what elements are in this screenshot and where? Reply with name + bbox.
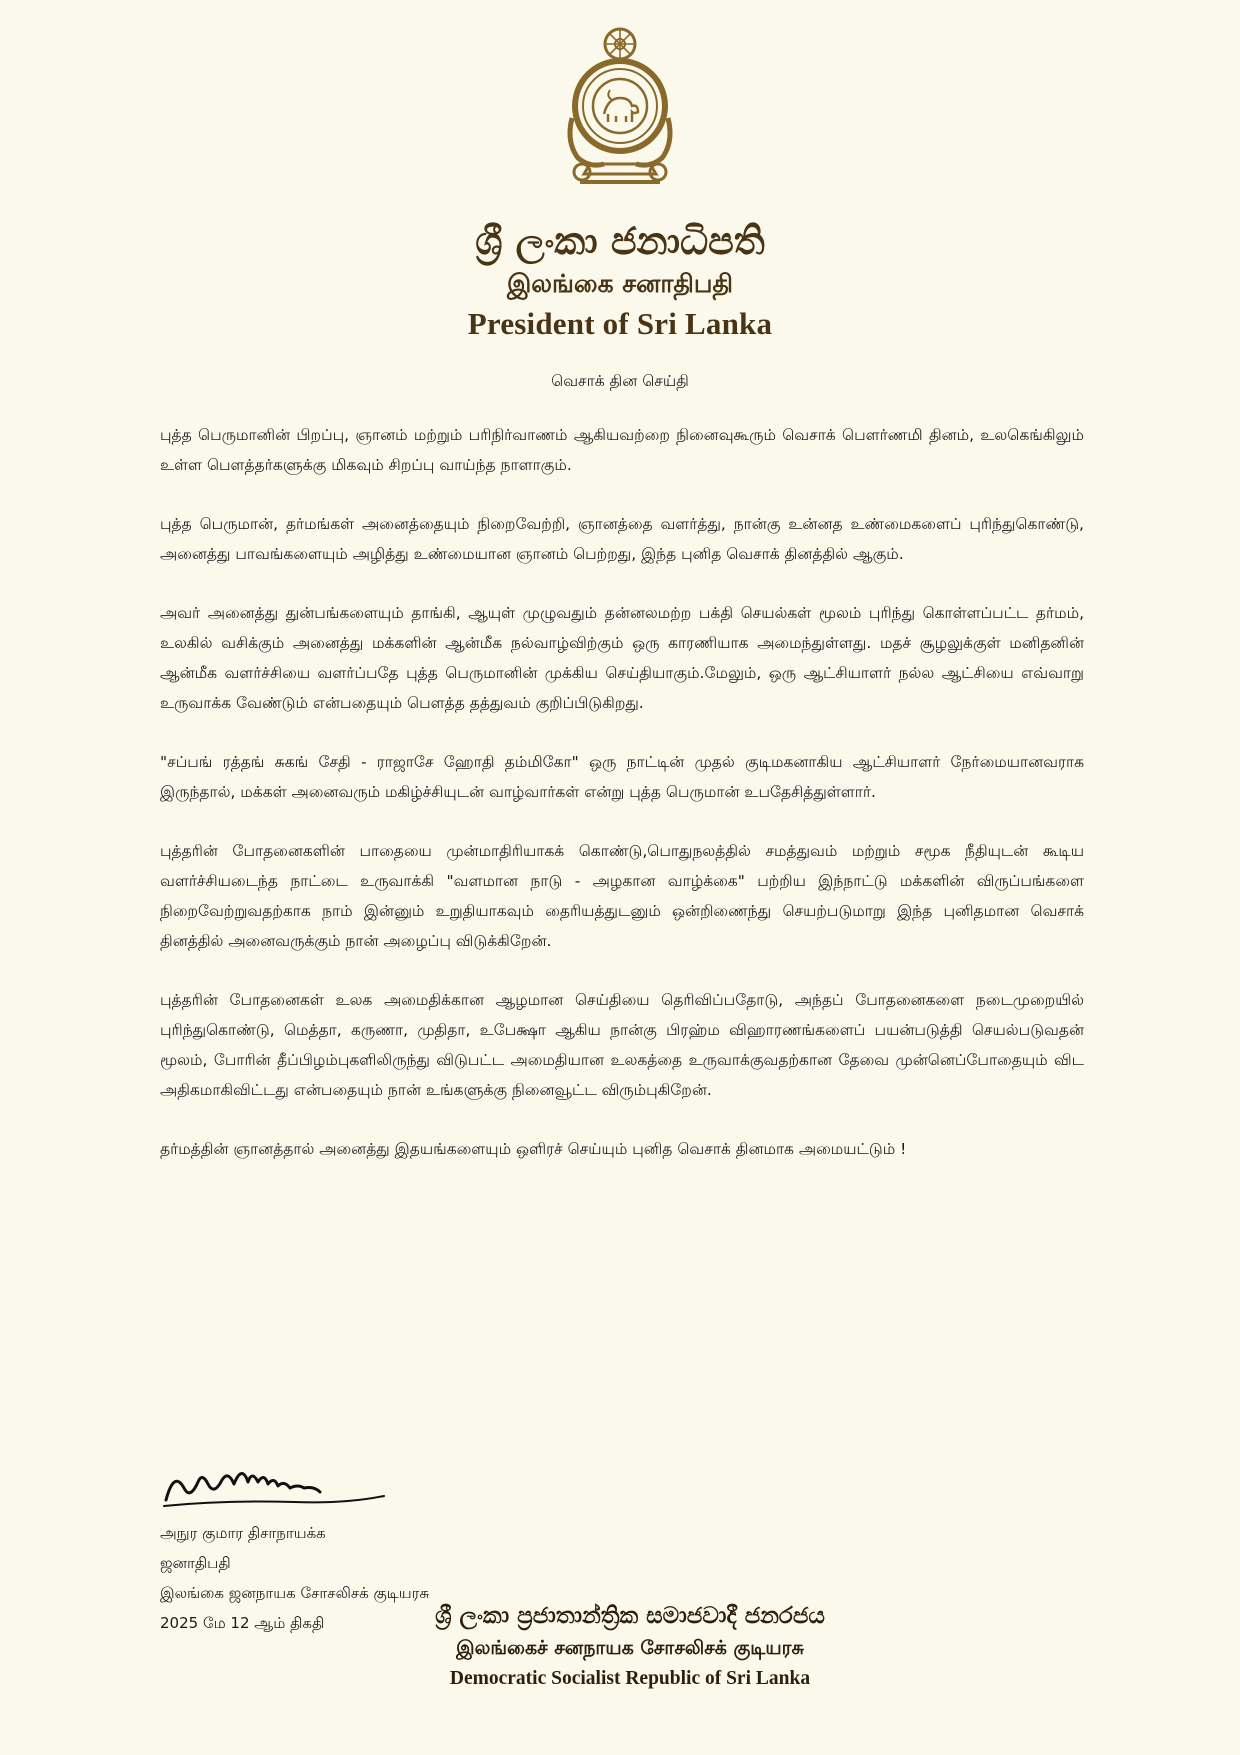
- signatory-country: இலங்கை ஜனநாயக சோசலிசக் குடியரசு: [160, 1584, 430, 1602]
- paragraph: புத்தரின் போதனைகளின் பாதையை முன்மாதிரியாகக் கொண்டு,பொதுநலத்தில் சமத்துவம் மற்றும் சமூக நீதியுடன் கூடிய வளர்ச்சியடைந்த நாட்டை உருவாக்கி "வளமான நாடு - அழகான வாழ்க்கை" பற்றிய இந்நாட்டு மக்களின் விருப்பங்களை நிறைவேற்றுவதற்காக நாம் இன்னும் உறுதியாகவும் தைரியத்துடனும் ஒன்றிணைந்து செயற்படுமாறு இந்த புனிதமான வெசாக் தினத்தில் அனைவருக்கும் நான் அழைப்பு விடுக்கிறேன்.: [160, 842, 1084, 950]
- footer: [0, 1601, 1240, 1693]
- paragraph: புத்த பெருமான், தர்மங்கள் அனைத்தையும் நிறைவேற்றி, ஞானத்தை வளர்த்து, நான்கு உன்னத உண்மைகளைப் புரிந்துகொண்டு, அனைத்து பாவங்களையும் அழித்து உண்மையான ஞானம் பெற்றது, இந்த புனித வெசாக் தினத்தில் ஆகும்.: [160, 515, 1084, 563]
- letterhead-tamil: இலங்கை சனாதிபதி: [506, 269, 734, 298]
- letterhead: [0, 218, 1240, 344]
- letterhead-sinhala: ශ්‍රී ලංකා ජනාධිපති: [475, 218, 765, 263]
- message-title: வெசாக் தின செய்தி: [551, 372, 689, 390]
- letter-date: 2025 மே 12 ஆம் திகதி: [160, 1614, 325, 1632]
- signatory-name: அநுர குமார திசாநாயக்க: [160, 1524, 326, 1542]
- signatory-title: ஜனாதிபதி: [160, 1554, 231, 1572]
- paragraph: புத்த பெருமானின் பிறப்பு, ஞானம் மற்றும் பரிநிர்வாணம் ஆகியவற்றை நினைவுகூரும் வெசாக் பௌர்ணமி தினம், உலகெங்கிலும் உள்ள பௌத்தர்களுக்கு மிகவும் சிறப்பு வாய்ந்த நாளாகும்.: [160, 426, 1084, 474]
- sri-lanka-emblem-icon: [560, 22, 680, 194]
- paragraph: "சப்பங் ரத்தங் சுகங் சேதி - ராஜாசே ஹோதி தம்மிகோ" ஒரு நாட்டின் முதல் குடிமகனாகிய ஆட்சியாளர் நேர்மையானவராக இருந்தால், மக்கள் அனைவரும் மகிழ்ச்சியுடன் வாழ்வார்கள் என்று புத்த பெருமான் உபதேசித்துள்ளார்.: [160, 753, 1084, 801]
- letterhead-english: President of Sri Lanka: [467, 306, 773, 341]
- paragraph: தர்மத்தின் ஞானத்தால் அனைத்து இதயங்களையும் ஒளிரச் செய்யும் புனித வெசாக் தினமாக அமையட்டும் !: [160, 1140, 907, 1158]
- message-body: [160, 420, 1084, 1193]
- signature-icon: [160, 1456, 420, 1518]
- footer-tamil: இலங்கைச் சனநாயக சோசலிசக் குடியரசு: [456, 1637, 804, 1659]
- paragraph: புத்தரின் போதனைகள் உலக அமைதிக்கான ஆழமான செய்தியை தெரிவிப்பதோடு, அந்தப் போதனைகளை நடைமுறையில் புரிந்துகொண்டு, மெத்தா, கருணா, முதிதா, உபேக்ஷா ஆகிய நான்கு பிரஹ்ம விஹாரணங்களைப் பயன்படுத்தி செயல்படுவதன் மூலம், போரின் தீப்பிழம்புகளிலிருந்து விடுபட்ட அமைதியான உலகத்தை உருவாக்குவதற்கான தேவை முன்னெப்போதையும் விட அதிகமாகிவிட்டது என்பதையும் நான் உங்களுக்கு நினைவூட்ட விரும்புகிறேன்.: [160, 991, 1084, 1099]
- paragraph: அவர் அனைத்து துன்பங்களையும் தாங்கி, ஆயுள் முழுவதும் தன்னலமற்ற பக்தி செயல்கள் மூலம் புரிந்து கொள்ளப்பட்ட தர்மம், உலகில் வசிக்கும் அனைத்து மக்களின் ஆன்மீக நல்வாழ்விற்கும் ஒரு காரணியாக அமைந்துள்ளது. மதச் சூழலுக்குள் மனிதனின் ஆன்மீக வளர்ச்சியை வளர்ப்பதே புத்த பெருமானின் முக்கிய செய்தியாகும்.மேலும், ஒரு ஆட்சியாளர் நல்ல ஆட்சியை எவ்வாறு உருவாக்க வேண்டும் என்பதையும் பௌத்த தத்துவம் குறிப்பிடுகிறது.: [160, 604, 1084, 712]
- footer-english: Democratic Socialist Republic of Sri Lanka: [449, 1668, 811, 1689]
- footer-sinhala: ශ්‍රී ලංකා ප්‍රජාතාන්ත්‍රික සමාජවාදී ජනරජය: [435, 1602, 825, 1629]
